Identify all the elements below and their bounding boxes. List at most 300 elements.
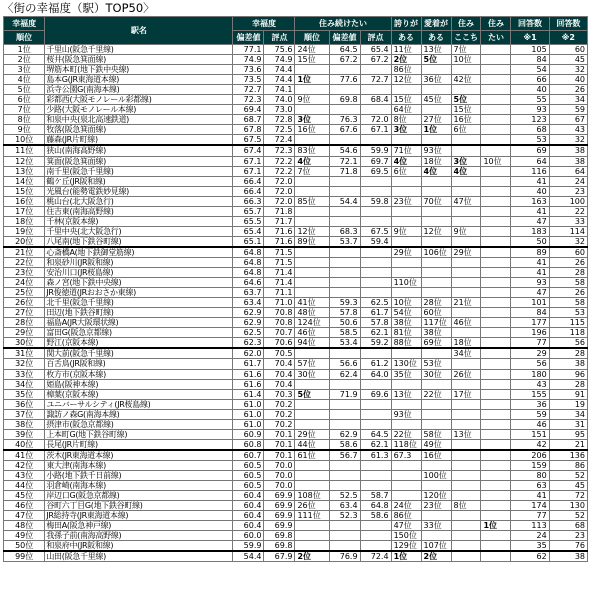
happiness-deviation-cell: 60.8 xyxy=(233,439,264,450)
station-name-cell: 百舌鳥(JR阪和線) xyxy=(45,359,233,369)
station-name-cell: ユニバーサルシティ(JR桜島線) xyxy=(45,399,233,409)
station-name-cell: 和泉府中(JR阪和線) xyxy=(45,541,233,552)
station-name-cell: 田辺(地下鉄谷町線) xyxy=(45,308,233,318)
stay-deviation-cell: 72.1 xyxy=(329,156,360,166)
station-name-cell: 八尾南(地下鉄谷町線) xyxy=(45,236,233,247)
comfort-cell xyxy=(451,470,481,480)
stay-rank-cell xyxy=(295,531,329,541)
comfort-cell: 18位 xyxy=(451,338,481,349)
happiness-deviation-cell: 60.5 xyxy=(233,481,264,491)
rank-cell: 27位 xyxy=(4,308,45,318)
responses-2-cell: 32 xyxy=(549,65,587,75)
happiness-score-cell: 72.0 xyxy=(264,196,295,206)
happiness-deviation-cell: 74.9 xyxy=(233,55,264,65)
want-to-live-cell xyxy=(481,125,511,135)
table-row xyxy=(4,105,588,115)
responses-1-cell: 41 xyxy=(511,206,549,216)
happiness-score-cell: 70.6 xyxy=(264,338,295,349)
comfort-cell: 26位 xyxy=(451,369,481,379)
want-to-live-cell xyxy=(481,278,511,288)
table-row xyxy=(4,288,588,298)
happiness-score-cell: 70.2 xyxy=(264,419,295,429)
stay-score-cell xyxy=(360,481,391,491)
happiness-score-cell: 71.8 xyxy=(264,206,295,216)
pride-cell: 2位 xyxy=(391,55,421,65)
stay-rank-cell xyxy=(295,399,329,409)
stay-score-cell: 59.9 xyxy=(360,145,391,156)
attachment-cell: 60位 xyxy=(421,308,451,318)
rank-cell: 40位 xyxy=(4,439,45,450)
happiness-deviation-cell: 65.4 xyxy=(233,226,264,236)
stay-rank-cell: 15位 xyxy=(295,55,329,65)
station-name-cell: 藤森(JR片町線) xyxy=(45,135,233,146)
table-row xyxy=(4,115,588,125)
pride-cell: 24位 xyxy=(391,501,421,511)
happiness-score-cell: 71.6 xyxy=(264,236,295,247)
stay-deviation-cell xyxy=(329,348,360,359)
station-name-cell: 関大前(阪急千里線) xyxy=(45,348,233,359)
comfort-cell: 13位 xyxy=(451,429,481,439)
stay-rank-cell xyxy=(295,206,329,216)
stay-score-cell: 72.7 xyxy=(360,75,391,85)
table-row xyxy=(4,521,588,531)
responses-1-cell: 93 xyxy=(511,278,549,288)
happiness-score-cell: 72.3 xyxy=(264,145,295,156)
station-name-cell: 狭山(南海高野線) xyxy=(45,145,233,156)
pride-cell xyxy=(391,176,421,186)
happiness-deviation-cell: 63.4 xyxy=(233,298,264,308)
stay-score-cell xyxy=(360,216,391,226)
happiness-score-cell: 72.2 xyxy=(264,166,295,176)
want-to-live-cell: 10位 xyxy=(481,156,511,166)
responses-2-cell: 22 xyxy=(549,206,587,216)
responses-1-cell: 151 xyxy=(511,429,549,439)
want-to-live-cell xyxy=(481,419,511,429)
want-to-live-cell xyxy=(481,481,511,491)
rank-cell: 17位 xyxy=(4,206,45,216)
table-row xyxy=(4,501,588,511)
station-name-cell: 茨木(JR東海道本線) xyxy=(45,450,233,461)
stay-score-cell xyxy=(360,247,391,258)
station-name-cell: 我孫子前(南海高野線) xyxy=(45,531,233,541)
stay-score-cell: 62.1 xyxy=(360,328,391,338)
happiness-score-cell: 70.4 xyxy=(264,359,295,369)
table-row xyxy=(4,308,588,318)
rank-cell: 42位 xyxy=(4,460,45,470)
happiness-score-cell: 70.7 xyxy=(264,328,295,338)
table-row xyxy=(4,45,588,55)
stay-deviation-cell xyxy=(329,186,360,196)
stay-score-cell: 72.4 xyxy=(360,551,391,562)
stay-score-cell: 58.6 xyxy=(360,511,391,521)
station-name-cell: 千林(京阪本線) xyxy=(45,216,233,226)
stay-deviation-cell: 52.5 xyxy=(329,491,360,501)
pride-cell: 86位 xyxy=(391,511,421,521)
happiness-score-cell: 74.9 xyxy=(264,55,295,65)
stay-score-cell xyxy=(360,409,391,419)
happiness-deviation-cell: 60.7 xyxy=(233,450,264,461)
stay-score-cell: 64.5 xyxy=(360,429,391,439)
station-name-cell: 枚方市(京阪本線) xyxy=(45,369,233,379)
happiness-deviation-cell: 59.9 xyxy=(233,541,264,552)
responses-2-cell: 23 xyxy=(549,531,587,541)
stay-deviation-cell: 67.2 xyxy=(329,55,360,65)
responses-1-cell: 101 xyxy=(511,298,549,308)
table-row xyxy=(4,166,588,176)
table-row xyxy=(4,226,588,236)
stay-rank-cell: 29位 xyxy=(295,429,329,439)
responses-1-cell: 63 xyxy=(511,481,549,491)
responses-2-cell: 114 xyxy=(549,226,587,236)
rank-cell: 11位 xyxy=(4,145,45,156)
table-row xyxy=(4,318,588,328)
happiness-deviation-cell: 62.0 xyxy=(233,348,264,359)
responses-1-cell: 159 xyxy=(511,460,549,470)
want-to-live-cell xyxy=(481,236,511,247)
stay-rank-cell xyxy=(295,278,329,288)
rank-cell: 8位 xyxy=(4,115,45,125)
table-row xyxy=(4,409,588,419)
stay-deviation-cell xyxy=(329,268,360,278)
comfort-cell xyxy=(451,268,481,278)
pride-cell xyxy=(391,135,421,146)
rank-cell: 15位 xyxy=(4,186,45,196)
table-row xyxy=(4,268,588,278)
responses-2-cell: 72 xyxy=(549,491,587,501)
responses-2-cell: 38 xyxy=(549,359,587,369)
pride-cell xyxy=(391,379,421,389)
pride-cell xyxy=(391,216,421,226)
stay-deviation-cell: 77.6 xyxy=(329,75,360,85)
station-name-cell: 摂津市(阪急京都線) xyxy=(45,419,233,429)
rank-cell: 47位 xyxy=(4,511,45,521)
happiness-deviation-cell: 65.1 xyxy=(233,236,264,247)
responses-2-cell: 28 xyxy=(549,348,587,359)
table-row xyxy=(4,481,588,491)
comfort-cell xyxy=(451,236,481,247)
stay-deviation-cell xyxy=(329,278,360,288)
stay-score-cell: 59.2 xyxy=(360,338,391,349)
header-want: 住み xyxy=(481,17,511,31)
pride-cell: 118位 xyxy=(391,439,421,450)
comfort-cell: 15位 xyxy=(451,105,481,115)
header-happiness: 幸福度 xyxy=(233,17,295,31)
comfort-cell xyxy=(451,379,481,389)
happiness-score-cell: 71.1 xyxy=(264,288,295,298)
responses-2-cell: 115 xyxy=(549,318,587,328)
stay-deviation-cell xyxy=(329,288,360,298)
station-name-cell: 野江(京阪本線) xyxy=(45,338,233,349)
rank-cell: 22位 xyxy=(4,257,45,267)
responses-1-cell: 180 xyxy=(511,369,549,379)
comfort-cell: 6位 xyxy=(451,125,481,135)
attachment-cell xyxy=(421,348,451,359)
happiness-score-cell: 70.2 xyxy=(264,399,295,409)
happiness-deviation-cell: 73.6 xyxy=(233,65,264,75)
header-want-sub: たい xyxy=(481,31,511,45)
header-count2-sub: ※2 xyxy=(549,31,587,45)
stay-score-cell: 61.2 xyxy=(360,359,391,369)
responses-1-cell: 93 xyxy=(511,105,549,115)
responses-2-cell: 43 xyxy=(549,125,587,135)
comfort-cell: 8位 xyxy=(451,501,481,511)
happiness-score-cell: 72.2 xyxy=(264,156,295,166)
stay-score-cell: 65.4 xyxy=(360,45,391,55)
pride-cell: 93位 xyxy=(391,409,421,419)
comfort-cell: 9位 xyxy=(451,226,481,236)
pride-cell: 81位 xyxy=(391,328,421,338)
stay-deviation-cell xyxy=(329,176,360,186)
happiness-deviation-cell: 62.9 xyxy=(233,318,264,328)
stay-deviation-cell: 52.3 xyxy=(329,511,360,521)
comfort-cell xyxy=(451,419,481,429)
happiness-score-cell: 70.0 xyxy=(264,481,295,491)
pride-cell xyxy=(391,460,421,470)
happiness-deviation-cell: 61.6 xyxy=(233,379,264,389)
attachment-cell: 117位 xyxy=(421,318,451,328)
happiness-deviation-cell: 60.9 xyxy=(233,429,264,439)
header-comfort-sub: ここち xyxy=(451,31,481,45)
stay-rank-cell xyxy=(295,247,329,258)
station-name-cell: 千里中央(北大阪急行) xyxy=(45,226,233,236)
table-row xyxy=(4,156,588,166)
pride-cell xyxy=(391,206,421,216)
want-to-live-cell xyxy=(481,135,511,146)
rank-cell: 99位 xyxy=(4,551,45,562)
comfort-cell xyxy=(451,85,481,95)
stay-deviation-cell xyxy=(329,470,360,480)
responses-2-cell: 34 xyxy=(549,95,587,105)
stay-score-cell xyxy=(360,470,391,480)
stay-score-cell: 68.4 xyxy=(360,95,391,105)
stay-rank-cell: 44位 xyxy=(295,439,329,450)
stay-score-cell: 72.0 xyxy=(360,115,391,125)
responses-2-cell: 53 xyxy=(549,308,587,318)
happiness-deviation-cell: 67.8 xyxy=(233,125,264,135)
stay-rank-cell xyxy=(295,379,329,389)
pride-cell: 64位 xyxy=(391,105,421,115)
rank-cell: 5位 xyxy=(4,85,45,95)
responses-1-cell: 77 xyxy=(511,338,549,349)
stay-deviation-cell: 76.9 xyxy=(329,551,360,562)
station-name-cell: 羽倉崎(南海本線) xyxy=(45,481,233,491)
responses-2-cell: 52 xyxy=(549,470,587,480)
stay-deviation-cell: 54.4 xyxy=(329,196,360,206)
happiness-deviation-cell: 62.3 xyxy=(233,338,264,349)
responses-1-cell: 24 xyxy=(511,531,549,541)
stay-rank-cell xyxy=(295,176,329,186)
stay-deviation-cell xyxy=(329,409,360,419)
comfort-cell: 21位 xyxy=(451,298,481,308)
stay-score-cell xyxy=(360,278,391,288)
table-row xyxy=(4,359,588,369)
want-to-live-cell xyxy=(481,551,511,562)
header-count2: 回答数 xyxy=(549,17,587,31)
station-name-cell: 浜寺公園G(南海本線) xyxy=(45,85,233,95)
stay-score-cell: 69.6 xyxy=(360,389,391,399)
table-row xyxy=(4,85,588,95)
responses-1-cell: 163 xyxy=(511,196,549,206)
stay-rank-cell xyxy=(295,460,329,470)
stay-score-cell xyxy=(360,288,391,298)
pride-cell xyxy=(391,186,421,196)
rank-cell: 32位 xyxy=(4,359,45,369)
want-to-live-cell xyxy=(481,298,511,308)
stay-deviation-cell: 56.6 xyxy=(329,359,360,369)
stay-rank-cell xyxy=(295,521,329,531)
attachment-cell: 5位 xyxy=(421,55,451,65)
happiness-score-cell: 72.0 xyxy=(264,186,295,196)
pride-cell: 3位 xyxy=(391,125,421,135)
comfort-cell xyxy=(451,328,481,338)
stay-deviation-cell: 62.9 xyxy=(329,429,360,439)
attachment-cell: 58位 xyxy=(421,429,451,439)
attachment-cell xyxy=(421,236,451,247)
station-name-cell: 富田G(阪急京都線) xyxy=(45,328,233,338)
rank-cell: 2位 xyxy=(4,55,45,65)
pride-cell: 4位 xyxy=(391,156,421,166)
comfort-cell xyxy=(451,450,481,461)
happiness-deviation-cell: 60.4 xyxy=(233,521,264,531)
comfort-cell xyxy=(451,257,481,267)
station-name-cell: 桃山台(北大阪急行) xyxy=(45,196,233,206)
want-to-live-cell xyxy=(481,531,511,541)
stay-rank-cell: 111位 xyxy=(295,511,329,521)
happiness-deviation-cell: 60.5 xyxy=(233,470,264,480)
happiness-deviation-cell: 60.4 xyxy=(233,491,264,501)
station-name-cell: 梅田A(阪急神戸線) xyxy=(45,521,233,531)
responses-2-cell: 38 xyxy=(549,145,587,156)
station-name-cell: 姫島(阪神本線) xyxy=(45,379,233,389)
happiness-score-cell: 73.0 xyxy=(264,105,295,115)
rank-cell: 50位 xyxy=(4,541,45,552)
responses-1-cell: 84 xyxy=(511,55,549,65)
attachment-cell xyxy=(421,511,451,521)
pride-cell: 1位 xyxy=(391,551,421,562)
stay-rank-cell: 85位 xyxy=(295,196,329,206)
happiness-score-cell: 72.0 xyxy=(264,176,295,186)
stay-deviation-cell xyxy=(329,460,360,470)
stay-rank-cell: 94位 xyxy=(295,338,329,349)
stay-rank-cell: 108位 xyxy=(295,491,329,501)
responses-1-cell: 41 xyxy=(511,176,549,186)
attachment-cell xyxy=(421,409,451,419)
stay-rank-cell: 5位 xyxy=(295,389,329,399)
want-to-live-cell xyxy=(481,450,511,461)
comfort-cell xyxy=(451,481,481,491)
attachment-cell: 2位 xyxy=(421,551,451,562)
happiness-deviation-cell: 67.1 xyxy=(233,156,264,166)
attachment-cell: 4位 xyxy=(421,166,451,176)
rank-cell: 6位 xyxy=(4,95,45,105)
table-row xyxy=(4,379,588,389)
attachment-cell: 49位 xyxy=(421,439,451,450)
happiness-deviation-cell: 72.7 xyxy=(233,85,264,95)
comfort-cell xyxy=(451,409,481,419)
stay-rank-cell: 24位 xyxy=(295,45,329,55)
pride-cell: 54位 xyxy=(391,308,421,318)
stay-score-cell: 59.4 xyxy=(360,236,391,247)
want-to-live-cell xyxy=(481,409,511,419)
stay-score-cell: 58.7 xyxy=(360,491,391,501)
stay-rank-cell: 2位 xyxy=(295,551,329,562)
responses-1-cell: 62 xyxy=(511,551,549,562)
rank-cell: 9位 xyxy=(4,125,45,135)
pride-cell xyxy=(391,85,421,95)
happiness-deviation-cell: 67.1 xyxy=(233,166,264,176)
table-row xyxy=(4,439,588,450)
happiness-deviation-cell: 65.7 xyxy=(233,206,264,216)
responses-1-cell: 113 xyxy=(511,521,549,531)
station-name-cell: 岸辺口G(阪急京都線) xyxy=(45,491,233,501)
happiness-deviation-cell: 73.5 xyxy=(233,75,264,85)
header-pride: 誇りが xyxy=(391,17,421,31)
rank-cell: 1位 xyxy=(4,45,45,55)
want-to-live-cell xyxy=(481,166,511,176)
happiness-deviation-cell: 64.8 xyxy=(233,257,264,267)
table-row xyxy=(4,65,588,75)
want-to-live-cell xyxy=(481,247,511,258)
responses-1-cell: 50 xyxy=(511,236,549,247)
station-name-cell: JR俊徳道(JRおおさか東線) xyxy=(45,288,233,298)
want-to-live-cell xyxy=(481,491,511,501)
stay-rank-cell: 83位 xyxy=(295,145,329,156)
stay-rank-cell xyxy=(295,470,329,480)
pride-cell: 6位 xyxy=(391,166,421,176)
pride-cell: 47位 xyxy=(391,521,421,531)
station-name-cell: 彩都西(大阪モノレール彩都線) xyxy=(45,95,233,105)
happiness-score-cell: 70.4 xyxy=(264,369,295,379)
responses-1-cell: 40 xyxy=(511,186,549,196)
rank-cell: 39位 xyxy=(4,429,45,439)
happiness-deviation-cell: 60.5 xyxy=(233,460,264,470)
header-rank: 幸福度 xyxy=(4,17,45,31)
happiness-score-cell: 70.0 xyxy=(264,460,295,470)
responses-1-cell: 42 xyxy=(511,439,549,450)
responses-2-cell: 96 xyxy=(549,369,587,379)
happiness-deviation-cell: 66.3 xyxy=(233,196,264,206)
stay-deviation-cell: 58.6 xyxy=(329,439,360,450)
stay-rank-cell xyxy=(295,541,329,552)
want-to-live-cell xyxy=(481,308,511,318)
pride-cell: 110位 xyxy=(391,278,421,288)
station-name-cell: 安治川口(JR桜島線) xyxy=(45,268,233,278)
responses-1-cell: 105 xyxy=(511,45,549,55)
header-rank-sub: 順位 xyxy=(4,31,45,45)
stay-deviation-cell: 76.3 xyxy=(329,115,360,125)
stay-score-cell: 67.1 xyxy=(360,125,391,135)
pride-cell: 8位 xyxy=(391,115,421,125)
attachment-cell: 1位 xyxy=(421,125,451,135)
attachment-cell: 33位 xyxy=(421,521,451,531)
attachment-cell xyxy=(421,399,451,409)
comfort-cell xyxy=(451,521,481,531)
rank-cell: 45位 xyxy=(4,491,45,501)
rank-cell: 24位 xyxy=(4,278,45,288)
attachment-cell xyxy=(421,206,451,216)
table-row xyxy=(4,176,588,186)
rank-cell: 20位 xyxy=(4,236,45,247)
rank-cell: 28位 xyxy=(4,318,45,328)
rank-cell: 16位 xyxy=(4,196,45,206)
happiness-score-cell: 70.8 xyxy=(264,308,295,318)
responses-2-cell: 91 xyxy=(549,389,587,399)
attachment-cell: 27位 xyxy=(421,115,451,125)
happiness-deviation-cell: 63.7 xyxy=(233,288,264,298)
station-name-cell: 北千里(阪急千里線) xyxy=(45,298,233,308)
comfort-cell: 3位 xyxy=(451,156,481,166)
happiness-score-cell: 72.5 xyxy=(264,125,295,135)
